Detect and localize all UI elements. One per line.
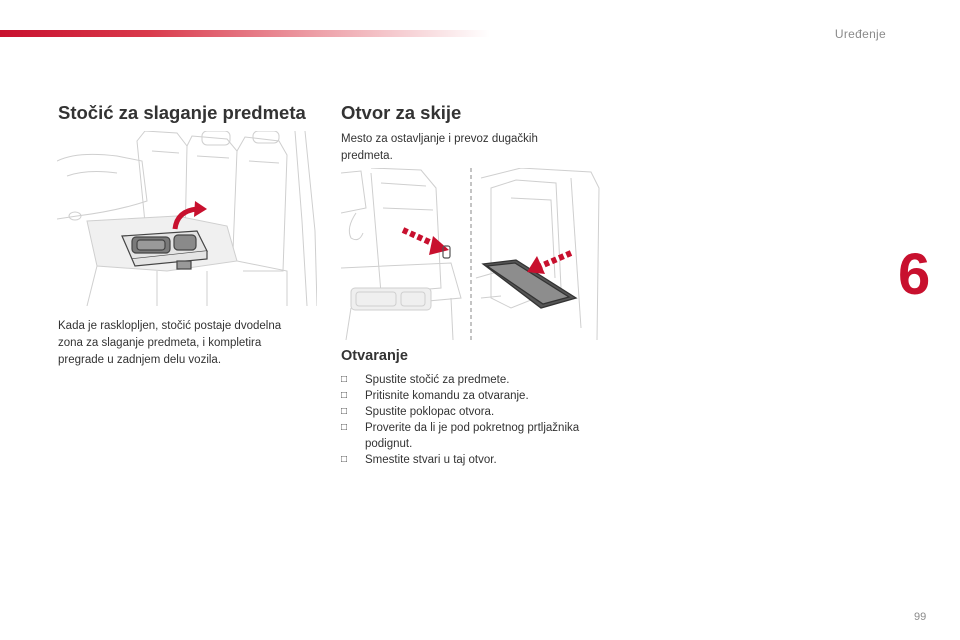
right-intro-text: Mesto za ostavljanje i prevoz dugačkih predmeta.	[341, 133, 538, 162]
left-body-text: Kada je rasklopljen, stočić postaje dvodelna zona za slaganje predmeta, i kompletira pregrade u zadnjem delu vozila.	[58, 320, 282, 366]
storage-tray-illustration	[57, 131, 317, 306]
right-title: Otvor za skije	[341, 102, 462, 123]
list-item: □ Pritisnite komandu za otvaranje.	[341, 390, 529, 402]
checkbox-bullet-icon: □	[341, 390, 348, 401]
ski-opening-illustration	[341, 168, 601, 340]
opening-steps-list	[341, 372, 611, 468]
opening-subtitle: Otvaranje	[341, 348, 408, 364]
list-item: □ Smestite stvari u taj otvor.	[341, 454, 497, 466]
list-item: □ Spustite stočić za predmete.	[341, 374, 510, 386]
list-item: □ Proverite da li je pod pokretnog prtljažnika podignut.	[341, 422, 580, 450]
list-item: □ Spustite poklopac otvora.	[341, 406, 495, 418]
top-accent-bar	[0, 30, 490, 37]
page-number: 99	[914, 611, 927, 623]
checkbox-bullet-icon: □	[341, 422, 348, 433]
section-header: Uređenje	[834, 27, 886, 41]
chapter-number: 6	[898, 242, 931, 307]
checkbox-bullet-icon: □	[341, 374, 348, 385]
left-title: Stočić za slaganje predmeta	[58, 102, 306, 123]
checkbox-bullet-icon: □	[341, 454, 348, 465]
checkbox-bullet-icon: □	[341, 406, 348, 417]
